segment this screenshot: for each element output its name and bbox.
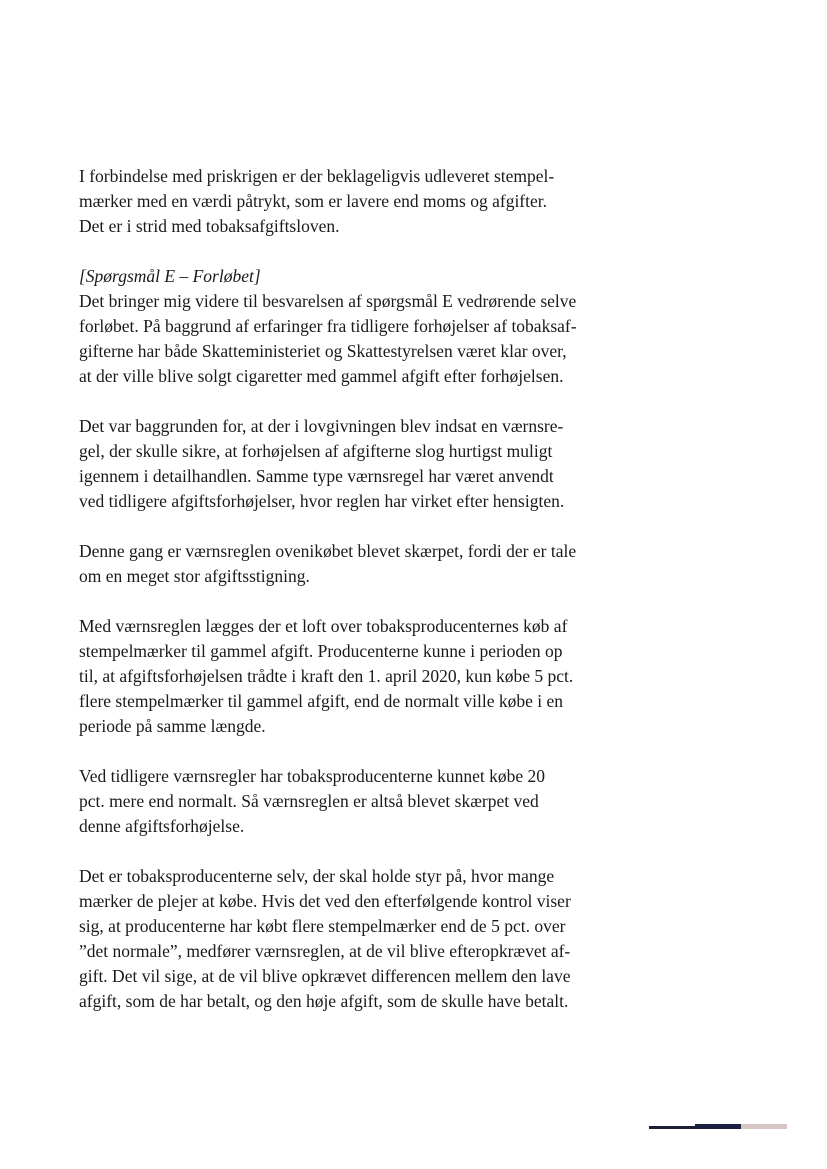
text-line: sig, at producenterne har købt flere stempelmærker end de 5 pct. over bbox=[79, 916, 566, 936]
text-line: Det bringer mig videre til besvarelsen af spørgsmål E vedrørende selve bbox=[79, 291, 577, 311]
paragraph-2 bbox=[79, 264, 619, 389]
footer-bar-segment-pink bbox=[741, 1124, 787, 1129]
paragraph-7 bbox=[79, 864, 619, 1014]
text-line: pct. mere end normalt. Så værnsreglen er altså blevet skærpet ved bbox=[79, 791, 539, 811]
text-line: Ved tidligere værnsregler har tobaksproducenterne kunnet købe 20 bbox=[79, 766, 546, 786]
text-line: stempelmærker til gammel afgift. Producenterne kunne i perioden op bbox=[79, 641, 563, 661]
text-line: Det er tobaksproducenterne selv, der skal holde styr på, hvor mange bbox=[79, 866, 555, 886]
text-line: gift. Det vil sige, at de vil blive opkrævet differencen mellem den lave bbox=[79, 966, 571, 986]
section-heading: [Spørgsmål E – Forløbet] bbox=[79, 266, 261, 286]
footer-bar-segment-dark bbox=[649, 1126, 695, 1129]
text-line: igennem i detailhandlen. Samme type værnsregel har været anvendt bbox=[79, 466, 554, 486]
footer-bar-segment-navy bbox=[695, 1124, 741, 1129]
paragraph-6 bbox=[79, 764, 619, 839]
text-line: om en meget stor afgiftsstigning. bbox=[79, 566, 310, 586]
text-line: ”det normale”, medfører værnsreglen, at de vil blive efteropkrævet af- bbox=[79, 941, 571, 961]
text-line: periode på samme længde. bbox=[79, 716, 266, 736]
paragraph-5 bbox=[79, 614, 619, 739]
text-line: I forbindelse med priskrigen er der beklageligvis udleveret stempel- bbox=[79, 166, 555, 186]
text-line: afgift, som de har betalt, og den høje afgift, som de skulle have betalt. bbox=[79, 991, 569, 1011]
text-line: Denne gang er værnsreglen ovenikøbet blevet skærpet, fordi der er tale bbox=[79, 541, 577, 561]
text-line: gifterne har både Skatteministeriet og Skattestyrelsen været klar over, bbox=[79, 341, 567, 361]
text-line: mærker de plejer at købe. Hvis det ved den efterfølgende kontrol viser bbox=[79, 891, 571, 911]
text-line: til, at afgiftsforhøjelsen trådte i kraft den 1. april 2020, kun købe 5 pct. bbox=[79, 666, 574, 686]
text-line: Med værnsreglen lægges der et loft over tobaksproducenternes køb af bbox=[79, 616, 568, 636]
text-line: gel, der skulle sikre, at forhøjelsen af afgifterne slog hurtigst muligt bbox=[79, 441, 553, 461]
paragraph-3 bbox=[79, 414, 619, 514]
paragraph-1 bbox=[79, 164, 619, 239]
text-line: ved tidligere afgiftsforhøjelser, hvor reglen har virket efter hensigten. bbox=[79, 491, 565, 511]
text-line: forløbet. På baggrund af erfaringer fra tidligere forhøjelser af tobaksaf- bbox=[79, 316, 577, 336]
text-line: Det er i strid med tobaksafgiftsloven. bbox=[79, 216, 340, 236]
text-line: Det var baggrunden for, at der i lovgivningen blev indsat en værnsre- bbox=[79, 416, 564, 436]
text-line: flere stempelmærker til gammel afgift, end de normalt ville købe i en bbox=[79, 691, 564, 711]
text-line: mærker med en værdi påtrykt, som er lavere end moms og afgifter. bbox=[79, 191, 547, 211]
paragraph-4 bbox=[79, 539, 619, 589]
text-line: at der ville blive solgt cigaretter med gammel afgift efter forhøjelsen. bbox=[79, 366, 564, 386]
document-body bbox=[79, 164, 619, 1039]
text-line: denne afgiftsforhøjelse. bbox=[79, 816, 245, 836]
